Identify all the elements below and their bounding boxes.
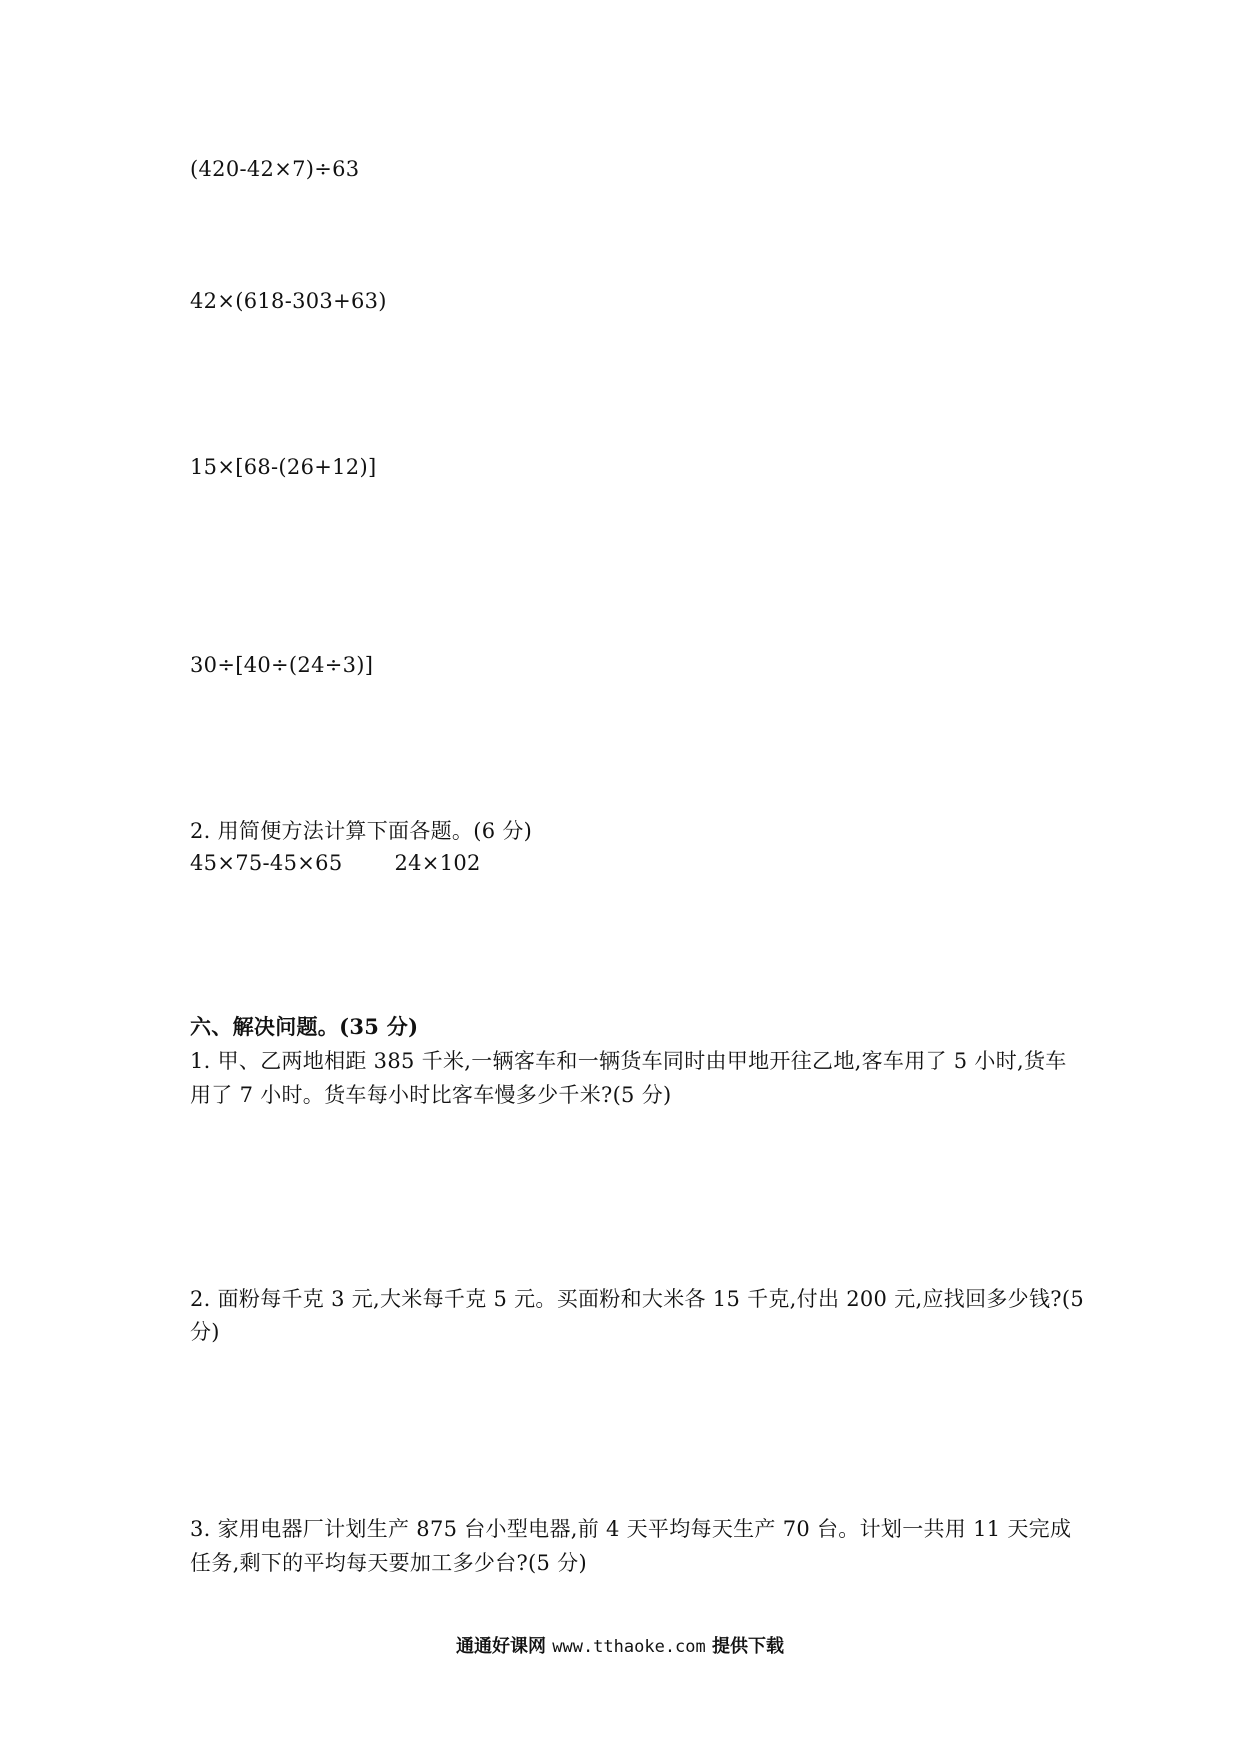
question-1-line-2: 用了 7 小时。货车每小时比客车慢多少千米?(5 分) — [190, 1083, 672, 1107]
page-footer — [0, 1634, 1240, 1660]
question-3-line-1: 3. 家用电器厂计划生产 875 台小型电器,前 4 天平均每天生产 70 台。计划一共用 11 天完成 — [190, 1517, 1072, 1541]
simplify-problem-b: 24×102 — [394, 851, 481, 875]
calc-problem-1: (420-42×7)÷63 — [190, 157, 360, 181]
section-2-problems — [190, 848, 481, 878]
footer-suffix: 提供下载 — [712, 1636, 785, 1657]
calc-problem-4: 30÷[40÷(24÷3)] — [190, 653, 374, 677]
calc-problem-3: 15×[68-(26+12)] — [190, 455, 377, 479]
simplify-problem-a: 45×75-45×65 — [190, 851, 343, 875]
footer-site-name: 通通好课网 — [455, 1636, 546, 1657]
question-1-line-1: 1. 甲、乙两地相距 385 千米,一辆客车和一辆货车同时由甲地开往乙地,客车用了 5 小时,货车 — [190, 1049, 1067, 1073]
calc-problem-2: 42×(618-303+63) — [190, 289, 387, 313]
question-3-line-2: 任务,剩下的平均每天要加工多少台?(5 分) — [190, 1551, 587, 1575]
section-6-heading: 六、解决问题。(35 分) — [190, 1014, 419, 1039]
question-2-line-2: 分) — [190, 1320, 220, 1344]
footer-url[interactable]: www.tthaoke.com — [552, 1637, 706, 1657]
section-2-heading: 2. 用简便方法计算下面各题。(6 分) — [190, 819, 533, 843]
question-2-line-1: 2. 面粉每千克 3 元,大米每千克 5 元。买面粉和大米各 15 千克,付出 200 元,应找回多少钱?(5 — [190, 1287, 1084, 1311]
